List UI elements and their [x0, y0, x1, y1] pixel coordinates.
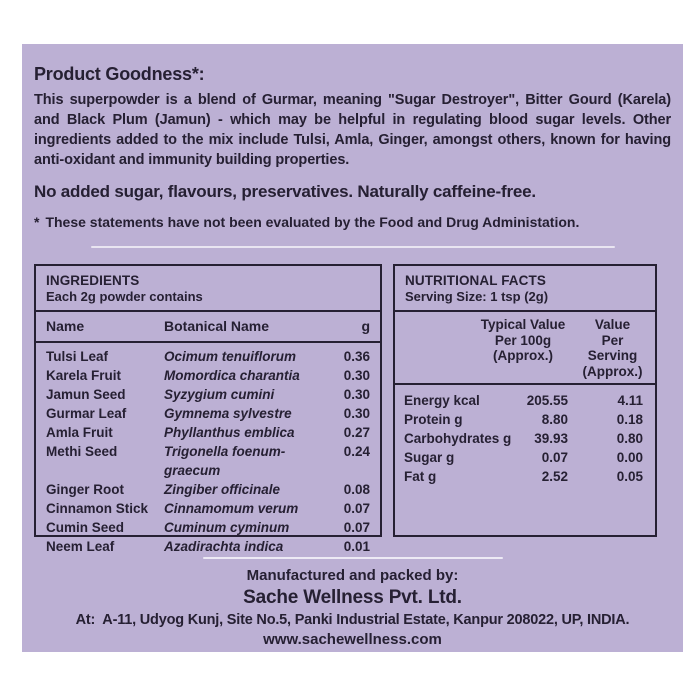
manufactured-by-label: Manufactured and packed by: — [246, 567, 459, 584]
value-per-100g: 2.52 — [541, 469, 568, 484]
ingredient-name: Ginger Root — [46, 482, 124, 497]
nutrition-title: NUTRITIONAL FACTS — [405, 273, 546, 288]
no-added-claim: No added sugar, flavours, preservatives. Naturally caffeine-free. — [34, 182, 536, 201]
botanical-name: Cuminum cyminum — [164, 520, 290, 535]
manufacturer-footer — [34, 566, 671, 649]
per-100g-line1: Typical Value — [480, 317, 566, 332]
ingredient-name: Neem Leaf — [46, 539, 115, 554]
column-header-grams: g — [361, 318, 370, 334]
nutrient-name: Energy kcal — [404, 393, 480, 408]
botanical-name: Cinnamomum verum — [164, 501, 299, 516]
per-100g-line2: Per 100g — [494, 332, 552, 348]
ingredients-rows — [36, 343, 380, 556]
value-per-100g: 39.93 — [534, 431, 568, 446]
nutrition-box — [393, 264, 657, 537]
per-serving-line2: Per Serving — [587, 332, 638, 363]
gram-value: 0.30 — [343, 406, 370, 421]
ingredient-row — [36, 366, 380, 385]
botanical-name: Phyllanthus emblica — [164, 425, 295, 440]
column-header-name: Name — [46, 318, 85, 334]
company-address: At: A-11, Udyog Kunj, Site No.5, Panki Industrial Estate, Kanpur 208022, UP, INDIA. — [75, 612, 630, 628]
botanical-name: Trigonella foenum-graecum — [164, 444, 286, 478]
ingredients-box — [34, 264, 382, 554]
gram-value: 0.08 — [343, 482, 370, 497]
value-per-serving: 4.11 — [617, 393, 643, 408]
nutrient-name: Fat g — [404, 469, 437, 484]
nutrition-row — [395, 391, 655, 410]
ingredient-name: Gurmar Leaf — [46, 406, 127, 421]
per-100g-line3: (Approx.) — [493, 348, 553, 363]
per-serving-line3: (Approx.) — [582, 363, 643, 379]
ingredients-column-headers — [36, 312, 380, 343]
column-header-per-100g — [464, 317, 582, 379]
ingredient-name: Karela Fruit — [46, 368, 122, 383]
ingredient-row — [36, 404, 380, 423]
gram-value: 0.01 — [343, 539, 370, 554]
asterisk-mark: * — [34, 214, 40, 230]
nutrition-box-header — [395, 266, 655, 312]
product-goodness-heading: Product Goodness*: — [34, 64, 205, 84]
nutrition-row — [395, 448, 655, 467]
nutrient-name: Protein g — [404, 412, 463, 427]
website-url: www.sachewellness.com — [263, 631, 442, 648]
gram-value: 0.07 — [343, 520, 370, 535]
botanical-name: Syzygium cumini — [164, 387, 275, 402]
ingredients-box-header — [36, 266, 380, 312]
gram-value: 0.24 — [343, 444, 370, 459]
ingredient-name: Jamun Seed — [46, 387, 126, 402]
column-header-per-serving — [582, 317, 643, 379]
botanical-name: Zingiber officinale — [164, 482, 281, 497]
value-per-100g: 8.80 — [541, 412, 568, 427]
ingredient-name: Methi Seed — [46, 444, 118, 459]
value-per-serving: 0.05 — [616, 469, 643, 484]
value-per-100g: 205.55 — [526, 393, 568, 408]
company-name: Sache Wellness Pvt. Ltd. — [243, 587, 462, 608]
ingredient-name: Tulsi Leaf — [46, 349, 109, 364]
gram-value: 0.27 — [343, 425, 370, 440]
botanical-name: Gymnema sylvestre — [164, 406, 292, 421]
ingredient-row — [36, 518, 380, 537]
gram-value: 0.30 — [343, 387, 370, 402]
ingredient-name: Cumin Seed — [46, 520, 125, 535]
column-header-botanical-name: Botanical Name — [164, 318, 270, 334]
botanical-name: Ocimum tenuiflorum — [164, 349, 297, 364]
product-goodness-section — [34, 64, 671, 231]
nutrition-row — [395, 467, 655, 486]
value-per-serving: 0.00 — [616, 450, 643, 465]
nutrition-row — [395, 410, 655, 429]
product-label-panel — [22, 44, 683, 652]
column-header-spacer — [404, 317, 464, 379]
ingredient-row — [36, 385, 380, 404]
gram-value: 0.30 — [343, 368, 370, 383]
nutrition-rows — [395, 385, 655, 486]
ingredient-row — [36, 442, 380, 480]
ingredient-row — [36, 537, 380, 556]
fda-disclaimer-text: These statements have not been evaluated by the Food and Drug Administation. — [45, 214, 580, 230]
value-per-serving: 0.18 — [616, 412, 643, 427]
crease-divider-top — [91, 246, 615, 248]
ingredient-row — [36, 499, 380, 518]
crease-divider-bottom — [203, 557, 503, 559]
fda-disclaimer — [34, 214, 671, 231]
ingredient-name: Amla Fruit — [46, 425, 113, 440]
botanical-name: Azadirachta indica — [164, 539, 284, 554]
value-per-100g: 0.07 — [541, 450, 568, 465]
gram-value: 0.36 — [343, 349, 370, 364]
ingredient-row — [36, 480, 380, 499]
botanical-name: Momordica charantia — [164, 368, 300, 383]
ingredients-subtitle: Each 2g powder contains — [46, 289, 203, 304]
ingredient-name: Cinnamon Stick — [46, 501, 149, 516]
gram-value: 0.07 — [343, 501, 370, 516]
ingredient-row — [36, 423, 380, 442]
facts-boxes — [34, 264, 671, 554]
value-per-serving: 0.80 — [616, 431, 643, 446]
nutrition-row — [395, 429, 655, 448]
ingredients-title: INGREDIENTS — [46, 273, 140, 288]
nutrient-name: Sugar g — [404, 450, 455, 465]
ingredient-row — [36, 347, 380, 366]
nutrition-column-headers — [395, 312, 655, 385]
product-description: This superpowder is a blend of Gurmar, meaning "Sugar Destroyer", Bitter Gourd (Karela) and Black Plum (Jamun) - which may be helpful in regulating blood sugar levels. Other ingredients added to the mix include Tulsi, Amla, Ginger, amongst others, known for having anti-oxidant and immunity building properties. — [34, 92, 671, 168]
per-serving-line1: Value — [594, 317, 631, 332]
serving-size: Serving Size: 1 tsp (2g) — [405, 289, 549, 304]
nutrient-name: Carbohydrates g — [404, 431, 512, 446]
